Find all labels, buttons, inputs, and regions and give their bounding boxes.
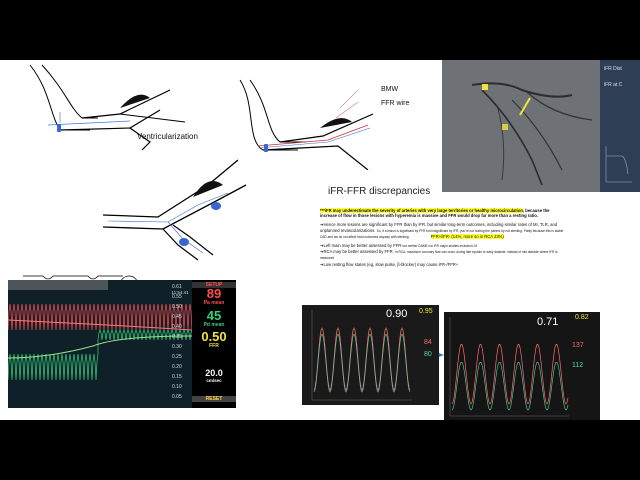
note-bullet-4-text: Low resting flow states (eg, slow pulse, β-blocker) may cause iFR-/FFR+ — [323, 261, 459, 267]
trace1-ffr: 0.95 — [419, 308, 433, 315]
monitor-pa-value: 89 — [206, 286, 222, 301]
angio-label-ifr-dist: iFR Dist — [604, 66, 622, 72]
angio-mini-graph — [604, 144, 634, 184]
bmw-label: BMW — [381, 86, 399, 93]
monitor-axis-tick: 0.35 — [172, 334, 182, 340]
trace2-ratio: 0.71 — [537, 316, 559, 328]
monitor-pd-label: Pd mean — [203, 322, 225, 328]
trace-panel-baseline — [302, 305, 439, 405]
vessel-diagram-wire — [228, 70, 378, 170]
note-bullet-2-small: but neither DAME nor iFR major studies included LM — [402, 244, 477, 249]
vessel-diagram-bifurcation — [98, 155, 248, 265]
trace2-pa: 137 — [572, 342, 584, 349]
angio-label-ifr-at: iFR at C — [604, 82, 623, 88]
monitor-pd-value: 45 — [206, 308, 222, 323]
note-bullet-1-highlight: FFR+/iFR- (14%, more so in RCA 23%) — [430, 233, 504, 239]
monitor-axis-tick: 0.25 — [172, 354, 182, 360]
monitor-scale-unit: cm/sec — [206, 378, 222, 383]
note-bullet-1-text: Hence more lesions are significant by FFR than by iFR, but similar long-term outcomes, including similar rates of MI, TLR, and unplanned revascularizations. — [320, 222, 558, 233]
pressure-monitor — [8, 280, 236, 408]
monitor-axis-tick: 0.45 — [172, 314, 182, 320]
note-bullet-1: ➔Hence more lesions are significant by FFR than by iFR, but similar long-term outcomes, including similar rates of MI, TLR, and unplanned revascularizations. So, if a lesion is significant by FFR but insignificant by iFR, you're not hurting the patient by not stenting. Partly because this is stable CAD and we do not affect hard outcomes anyway with stenting. FFR+/iFR- (14%, more so in RCA 23%) — [320, 222, 564, 239]
monitor-traces — [8, 280, 192, 408]
note-bullet-3-small: In RCA, maximum coronary flow can occur during late systole or early diastole, instead of mid diastole where iFR is measured — [320, 250, 558, 261]
trace1-ratio: 0.90 — [386, 308, 408, 320]
note-bullet-4: ➔Low resting flow states (eg, slow pulse, β-blocker) may cause iFR-/FFR+ — [320, 261, 459, 267]
angio-info-panel — [600, 60, 640, 192]
monitor-axis-tick: 0.15 — [172, 374, 182, 380]
monitor-axis-tick: 0.10 — [172, 384, 182, 390]
monitor-axis-tick: 0.20 — [172, 364, 182, 370]
monitor-axis-tick: 0.30 — [172, 344, 182, 350]
note-bullet-3: ➔RCA may be better assessed by FFR. In RCA, maximum coronary flow can occur during late systole or early diastole, instead of mid diastole where iFR is measured — [320, 249, 558, 261]
ventricularization-label: Ventricularization — [137, 132, 198, 141]
trace1-pd: 80 — [424, 351, 432, 358]
monitor-time: 11:54:41 — [171, 290, 189, 295]
monitor-axis-tick: 0.40 — [172, 324, 182, 330]
trace1-pa: 84 — [424, 339, 432, 346]
monitor-axis-tick: 0.55 — [172, 294, 182, 300]
ffr-wire-label: FFR wire — [381, 100, 410, 107]
monitor-pa-label: Pa mean — [203, 300, 225, 306]
note-paragraph-1-bold: ***iFR may underestimate the severity of arteries with very large territories or healthy microcirculation — [320, 208, 523, 213]
note-paragraph-1-rest: , because the increase of flow in those lesions with hyperemia is massive and FFR would drop far more than a resting ratio. — [320, 208, 550, 219]
trace-panel-baseline-waves — [302, 305, 439, 405]
slide — [0, 60, 640, 420]
arrow-icon — [439, 352, 445, 358]
monitor-setup: SETUP — [192, 282, 236, 288]
trace2-pd: 112 — [572, 362, 584, 369]
angiogram-vessels — [442, 60, 600, 192]
monitor-axis-tick: 0.05 — [172, 394, 182, 400]
monitor-axis-tick: 0.61 — [172, 284, 182, 290]
notes-block — [320, 208, 566, 267]
monitor-reset-button[interactable]: RESET — [192, 396, 236, 402]
note-bullet-1-small: So, if a lesion is significant by FFR but insignificant by iFR, you're not hurting the patient by not stenting. Partly because this is stable CAD and we do not affect hard outcomes anyway with stenting. — [320, 228, 564, 239]
note-paragraph-1 — [320, 208, 566, 218]
note-bullet-2-text: Left main may be better assessed by FFR — [323, 243, 402, 249]
monitor-scale-value: 20.0 — [205, 368, 223, 378]
monitor-ffr-label: FFR — [209, 343, 219, 349]
monitor-ffr-value: 0.50 — [201, 329, 227, 344]
note-bullet-3-text: RCA may be better assessed by FFR. — [323, 249, 394, 255]
monitor-axis-tick: 0.50 — [172, 304, 182, 310]
trace-panel-hyperemia — [444, 312, 600, 420]
note-bullet-2: ➔Left main may be better assessed by FFR but neither DAME nor iFR major studies included LM — [320, 243, 477, 249]
angiogram-image — [442, 60, 640, 192]
slide-title: iFR-FFR discrepancies — [328, 186, 431, 197]
trace2-ffr: 0.82 — [575, 314, 589, 321]
